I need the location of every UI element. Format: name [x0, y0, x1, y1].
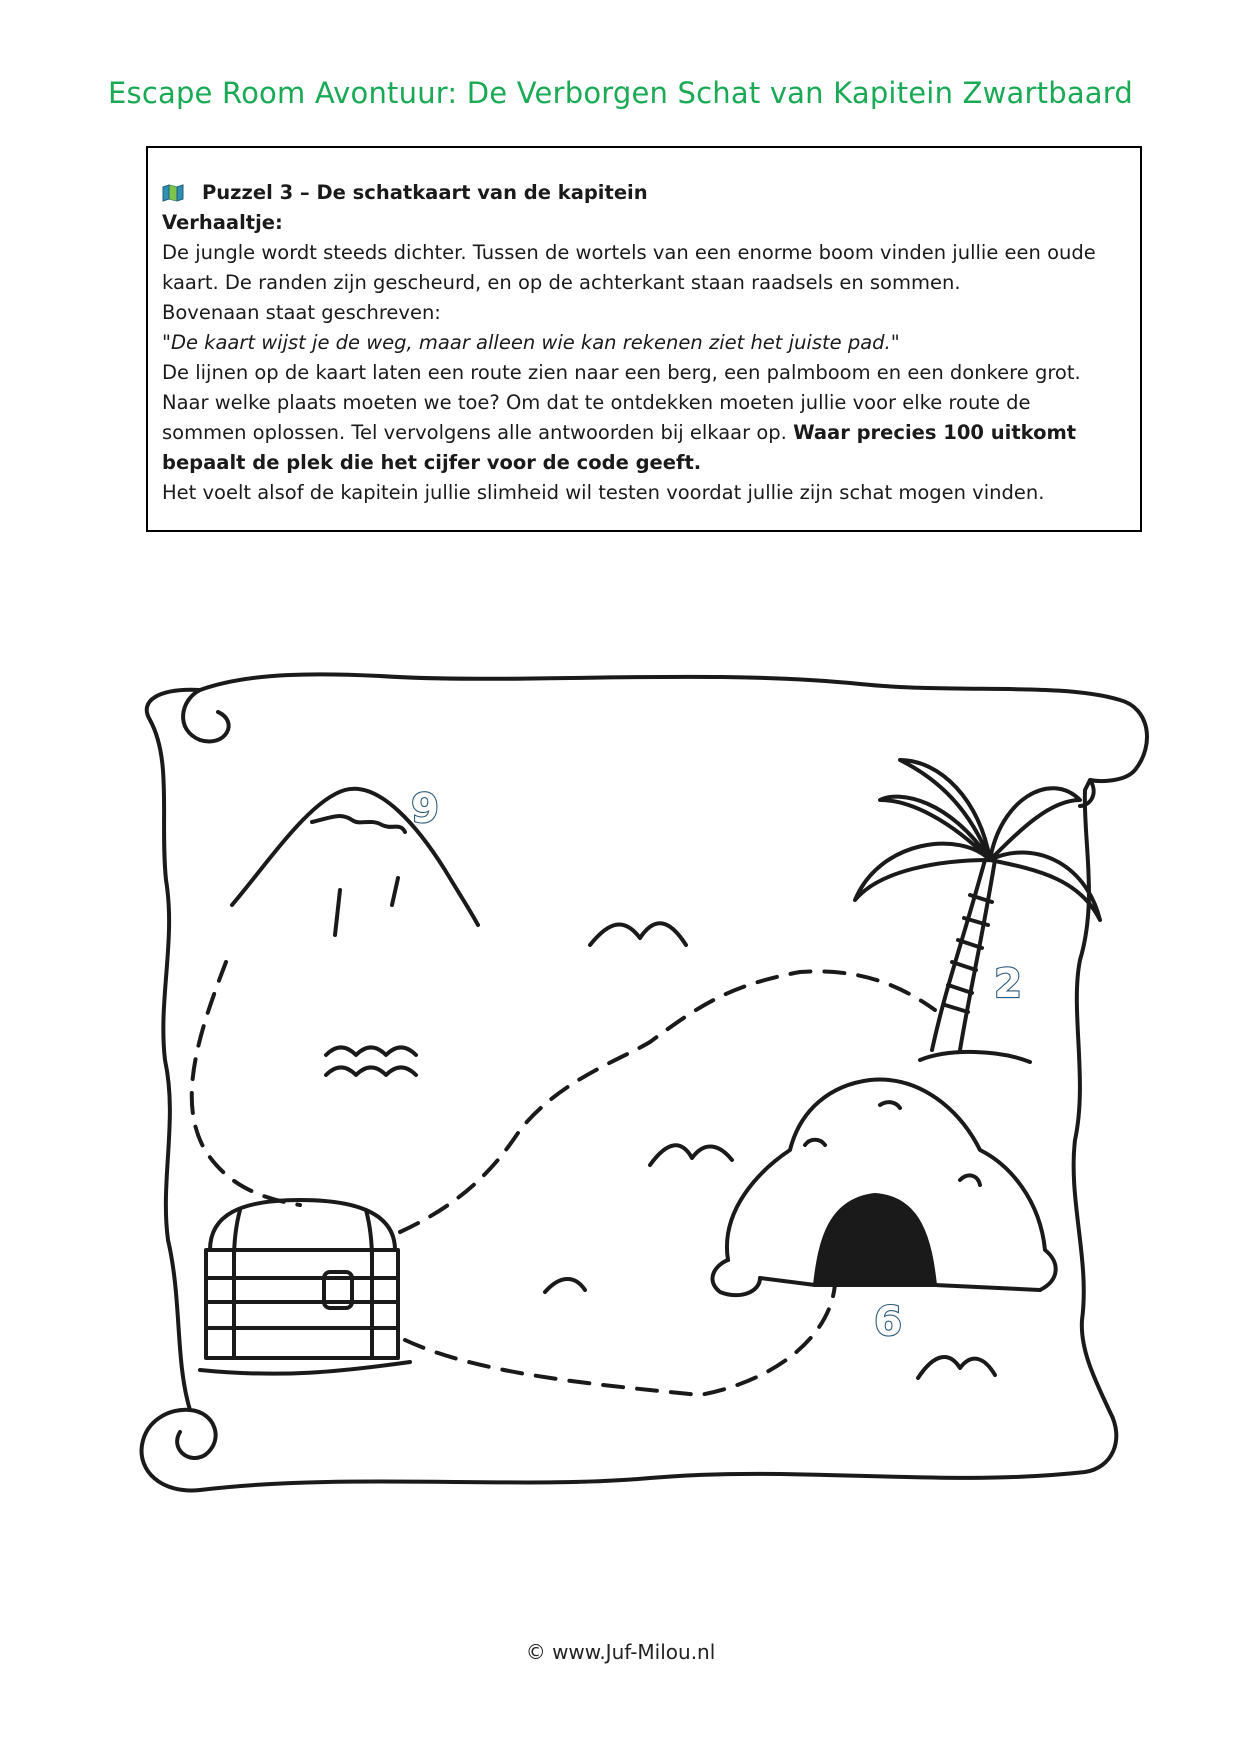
story-line: De lijnen op de kaart laten een route zien naar een berg, een palmboom en een donkere grot.: [162, 361, 1081, 384]
puzzle-heading: [162, 178, 1124, 208]
story-line: Naar welke plaats moeten we toe? Om dat te ontdekken moeten jullie voor elke route de: [162, 391, 1031, 414]
hill-icon: [545, 1279, 585, 1292]
story-line-bold: Waar precies 100 uitkomt: [793, 421, 1077, 444]
palm-tree-icon: [855, 760, 1100, 1062]
story-label: Verhaaltje:: [162, 211, 283, 234]
cave-icon: [712, 1080, 1055, 1296]
treasure-chest-icon: [200, 1200, 410, 1374]
puzzle-heading-text: Puzzel 3 – De schatkaart van de kapitein: [202, 181, 648, 204]
story-line-normal: sommen oplossen. Tel vervolgens alle antwoorden bij elkaar op.: [162, 421, 794, 444]
story-quote: "De kaart wijst je de weg, maar alleen wie kan rekenen ziet het juiste pad.": [162, 331, 900, 354]
mountain-number: 9: [411, 786, 439, 832]
story-line: Bovenaan staat geschreven:: [162, 301, 441, 324]
puzzle-story-box: [146, 146, 1142, 532]
story-line-bold: bepaalt de plek die het cijfer voor de code geeft.: [162, 451, 702, 474]
story-line: De jungle wordt steeds dichter. Tussen de wortels van een enorme boom vinden jullie een oude: [162, 241, 1096, 264]
map-icon: [162, 184, 184, 202]
hill-icon: [918, 1357, 995, 1378]
story-line: Het voelt alsof de kapitein jullie slimheid wil testen voordat jullie zijn schat mogen vinden.: [162, 481, 1045, 504]
hill-icon: [650, 1145, 732, 1165]
hill-icon: [590, 923, 686, 945]
story-line: [162, 418, 1124, 448]
cave-number: 6: [874, 1299, 902, 1345]
scroll-top-roll: [183, 690, 229, 742]
page-title: Escape Room Avontuur: De Verborgen Schat van Kapitein Zwartbaard: [108, 76, 1133, 110]
dashed-route: [405, 1270, 835, 1395]
footer-copyright: © www.Juf-Milou.nl: [525, 1640, 716, 1664]
scroll-bottom-roll: [177, 1410, 216, 1458]
scroll-map: [142, 674, 1147, 1490]
palm-number: 2: [994, 961, 1022, 1007]
waves-icon: [326, 1048, 416, 1076]
mountain-icon: [232, 789, 478, 935]
story-line: kaart. De randen zijn gescheurd, en op de achterkant staan raadsels en sommen.: [162, 271, 961, 294]
